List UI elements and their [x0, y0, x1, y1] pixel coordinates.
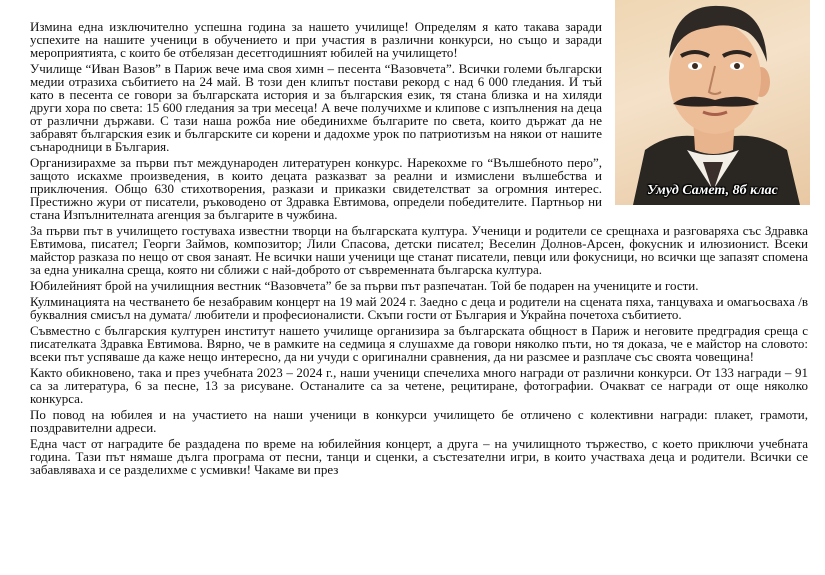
- paragraph-literary-contest: Организирахме за първи път международен литературен конкурс. Нарекохме го “Вълшебното перо”, защото искахме произведения, в които децата разказват за реални и измислени вълшебства и приключения. Общо 630 стихотворения, разкази и приказки свидетелстват за огромния интерес. Престижно жури от писатели, ръководено от Здравка Евтимова, определи победителите. Партньор ни стана Изпълнителната агенция за българите в чужбина.: [30, 155, 602, 222]
- paragraph-guest-artists: За първи път в училището гостуваха известни творци на българската култура. Ученици и родители се срещнаха и разговаряха със Здравка Евтимова, писател; Георги Займов, композитор; Лили Спасова, детски писател; Веселин Долнов-Арсен, фокусник и илюзионист. Всеки майстор разказа по нещо от своя занаят. Не всички наши ученици ще станат писатели, певци или фокусници, но всички ще запазят спомена за една уникална среща, която ни сближи с най-доброто от съвременната българска култура.: [30, 223, 808, 277]
- portrait-caption: Умуд Самет, 8б клас: [647, 183, 778, 198]
- paragraph-writer-meeting: Съвместно с българския културен институт нашето училище организира за българската общност в Париж и неговите предградия среща с писателката Здравка Евтимова. Вярно, че в рамките на седмица я слушахме да говори няколко пъти, но тя доказа, че е майстор на словото: всеки път успяваше да каже нещо интересно, да ни учуди с оригинални сравнения, да ни разсмее и разплаче със своята човещина!: [30, 323, 808, 364]
- paragraph-awards: Както обикновено, така и през учебната 2023 – 2024 г., наши ученици спечелиха много награди от различни конкурси. От 133 награди – 91 са за литература, 6 за песне, 13 за рисуване. Останалите са за четене, рецитиране, фотографии. Очакват се награди от още няколко конкурса.: [30, 365, 808, 406]
- paragraph-concert: Кулминацията на честването бе незабравим концерт на 19 май 2024 г. Заедно с деца и родители на сцената пяха, танцуваха и омагьосваха /в буквалния смисъл на думата/ любители и професионалисти. Скъпи гости от България и Украйна почетоха събитието.: [30, 294, 808, 322]
- article-body: [30, 20, 808, 479]
- paragraph-newspaper: Юбилейният брой на училищния вестник “Вазовчета” бе за първи път разпечатан. Той бе подарен на учениците и гости.: [30, 278, 699, 293]
- paragraph-collective-awards: По повод на юбилея и на участието на наши ученици в конкурси училището бе отличено с колективни награди: плакет, грамоти, поздравителни адреси.: [30, 407, 808, 435]
- paragraph-celebration: Една част от наградите бе раздадена по време на юбилейния концерт, а друга – на училищното тържество, с което приключи учебната година. Тази път нямаше дълга програма от песни, танци и сценки, а състезателни игри, в които участваха деца и родители. Всички се забавляваха и се разделихме с усмивки! Чакаме ви през: [30, 436, 808, 477]
- paragraph-anthem: Училище “Иван Вазов” в Париж вече има своя химн – песента “Вазовчета”. Всички големи български медии отразиха събитието на 24 май. В този ден клипът постави рекорд с над 6 000 гледания. И тъй като в песента се говори за българската история и за българския език, тя стана близка и на хиляди други хора по света: 15 600 гледания за три месеца! А вече получихме и клипове с изпълнения на деца от различни държави. С тази наша рожба ние обединихме българите по света, които държат да не забравят българския език и българските си корени и дадохме урок по патриотизъм на някои от нашите сънародници в България.: [30, 61, 602, 154]
- paragraph-intro: Измина една изключително успешна година за нашето училище! Определям я като такава заради успехите на нашите ученици в обучението и при участия в различни конкурси, но също и заради мероприятията, с които бе отбелязан десетгодишният юбилей на училището!: [30, 19, 602, 60]
